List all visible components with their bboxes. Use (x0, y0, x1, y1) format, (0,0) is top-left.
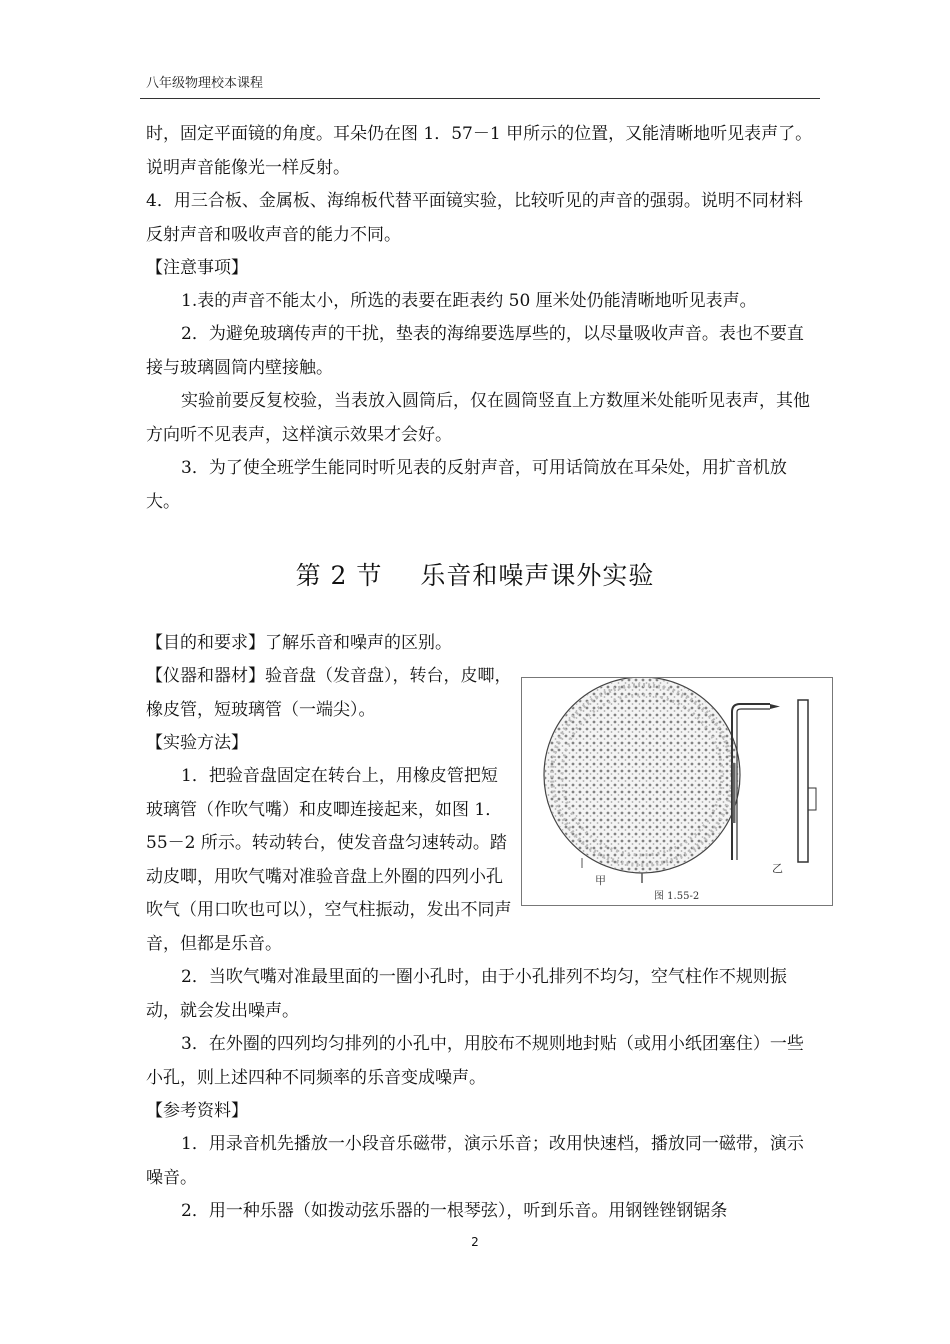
section-name: 乐音和噪声课外实验 (420, 561, 655, 590)
paragraph-mirror-conclusion: 时，固定平面镜的角度。耳朵仍在图 1．57－1 甲所示的位置，又能清晰地听见表声了。说明声音能像光一样反射。 (146, 124, 813, 178)
method-step-2: 2．当吹气嘴对准最里面的一圈小孔时，由于小孔排列不均匀，空气柱作不规则振动，就会发出噪声。 (146, 967, 787, 1021)
figure-caption: 图 1.55-2 (654, 891, 700, 902)
notes-heading: 【注意事项】 (146, 258, 248, 278)
note-2: 2．为避免玻璃传声的干扰，垫表的海绵要选厚些的，以尽量吸收声音。表也不要直接与玻璃圆筒内壁接触。 (146, 324, 804, 378)
section-title (0, 556, 950, 592)
equipment-paragraph: 【仪器和器材】验音盘（发音盘），转台，皮唧，橡皮管，短玻璃管（一端尖）。 (146, 666, 512, 720)
paragraph-materials-step: 4．用三合板、金属板、海绵板代替平面镜实验，比较听见的声音的强弱。说明不同材料反射声音和吸收声音的能力不同。 (146, 191, 803, 245)
section-number: 第 2 节 (295, 561, 383, 590)
figure-label-a: 甲 (595, 874, 606, 887)
reference-1: 1．用录音机先播放一小段音乐磁带，演示乐音；改用快速档，播放同一磁带，演示噪音。 (146, 1134, 804, 1188)
note-2-calibration: 实验前要反复校验，当表放入圆筒后，仅在圆筒竖直上方数厘米处能听见表声，其他方向听不见表声，这样演示效果才会好。 (146, 391, 810, 445)
figure-siren-disc (521, 677, 833, 906)
reference-heading: 【参考资料】 (146, 1101, 248, 1121)
page-number: 2 (471, 1235, 479, 1249)
method-step-1: 1．把验音盘固定在转台上，用橡皮管把短玻璃管（作吹气嘴）和皮唧连接起来，如图 1．55－2 所示。转动转台，使发音盘匀速转动。踏动皮唧，用吹气嘴对准验音盘上外圈的四列小孔吹气（用口吹也可以），空气柱振动，发出不同声音，但都是乐音。 (146, 766, 512, 954)
reference-2: 2．用一种乐器（如拨动弦乐器的一根琴弦），听到乐音。用钢锉锉钢锯条 (181, 1201, 728, 1221)
method-heading: 【实验方法】 (146, 733, 248, 753)
figure-label-b: 乙 (772, 862, 783, 875)
header-rule (140, 98, 820, 99)
goal-line: 【目的和要求】了解乐音和噪声的区别。 (146, 633, 452, 653)
siren-disc-illustration (522, 678, 832, 905)
note-1: 1.表的声音不能太小，所选的表要在距表约 50 厘米处仍能清晰地听见表声。 (181, 291, 757, 311)
glass-tube (798, 700, 808, 862)
method-step-3: 3．在外圈的四列均匀排列的小孔中，用胶布不规则地封贴（或用小纸团塞住）一些小孔，则上述四种不同频率的乐音变成噪声。 (146, 1034, 804, 1088)
note-3: 3．为了使全班学生能同时听见表的反射声音，可用话筒放在耳朵处，用扩音机放大。 (146, 458, 787, 512)
running-header: 八年级物理校本课程 (146, 76, 264, 91)
